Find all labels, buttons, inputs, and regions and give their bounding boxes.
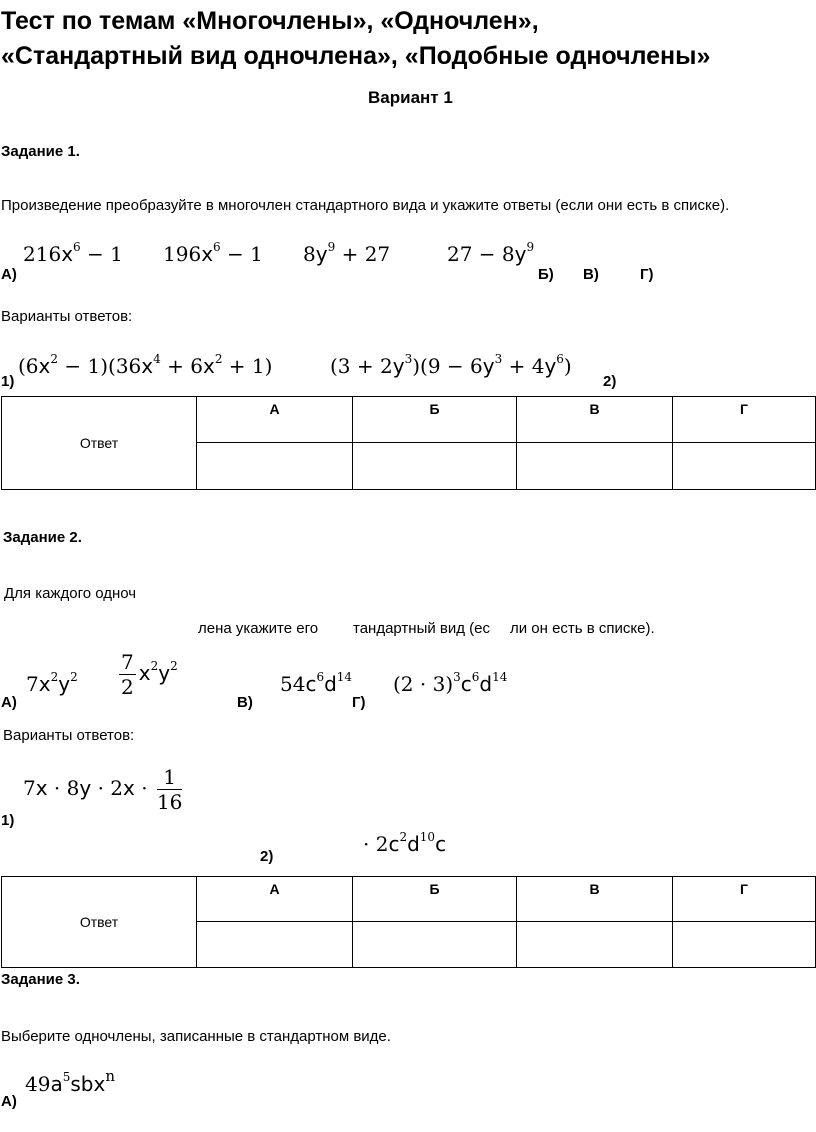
task2-option-1-label: 1) [1,812,15,829]
task2-option-2-expr: · $2c^2d^{10}c$ [363,830,447,856]
task2-heading: Задание 2. [3,529,82,546]
task2-instruction-part-2: лена укажите его [198,620,319,637]
task2-label-a: А) [1,694,17,711]
task1-answer-row-label: Ответ [2,397,197,490]
task2-answer-cell-d[interactable] [673,922,816,968]
task2-expr-a: $7x^2y^2$ [26,670,78,696]
task2-answer-row-label: Ответ [2,877,197,968]
task1-option-2-expr: $(3 + 2y^3)(9 - 6y^3 + 4y^6)$ [330,352,572,378]
task2-option-1-expr: 7x · 8y · 2x · $\frac{1}{16}$ [23,765,183,814]
task1-option-2-label: 2) [603,373,617,390]
variant-heading: Вариант 1 [368,88,453,107]
task1-label-a: А) [1,266,17,283]
task2-instruction-part-1: Для каждого одноч [4,585,137,602]
task1-expr-b: $196x^6 - 1$ [163,240,263,266]
task3-expr-a: $49a^5sbx^n$ [25,1067,115,1096]
task1-answer-cell-d[interactable] [673,443,816,490]
task1-col-d: Г [673,397,816,443]
page-title-line-2: «Стандартный вид одночлена», «Подобные одночлены» [1,42,711,70]
task1-expr-a: $216x^6 - 1$ [23,240,123,266]
task2-expr-d: $(2 \cdot 3)^3c^6d^{14}$ [393,670,508,696]
task1-option-1-label: 1) [1,373,15,390]
task2-instruction-part-3: тандартный вид (ес [353,620,491,637]
task1-col-a: А [197,397,353,443]
task1-instruction: Произведение преобразуйте в многочлен стандартного вида и укажите ответы (если они есть в списке). [1,197,730,214]
task1-answer-cell-a[interactable] [197,443,353,490]
task1-option-1-expr: $(6x^2 - 1)(36x^4 + 6x^2 + 1)$ [18,352,273,378]
task1-answer-cell-c[interactable] [517,443,673,490]
task1-answer-cell-b[interactable] [353,443,517,490]
task1-expr-c: $8y^9 + 27$ [303,240,391,266]
task2-answer-cell-b[interactable] [353,922,517,968]
task1-answer-table [1,396,816,490]
task3-label-a: А) [1,1093,17,1110]
task2-label-d: Г) [352,694,366,711]
task1-col-b: Б [353,397,517,443]
task2-answer-cell-a[interactable] [197,922,353,968]
task2-option-2-label: 2) [260,848,274,865]
task2-label-c: В) [237,694,253,711]
task1-heading: Задание 1. [1,143,80,160]
task3-instruction: Выберите одночлены, записанные в стандартном виде. [1,1028,391,1045]
task2-expr-c: $54c^6d^{14}$ [280,670,353,696]
task3-heading: Задание 3. [1,971,80,988]
task2-instruction-part-4: ли он есть в списке). [510,620,655,637]
task1-label-d: Г) [640,266,654,283]
task2-answers-heading: Варианты ответов: [3,727,135,744]
task1-label-c: В) [583,266,599,283]
task2-col-c: В [517,877,673,922]
task2-col-a: А [197,877,353,922]
task1-label-b: Б) [538,266,554,283]
task2-expr-b: $\frac{7}{2}$ $x^2y^2$ [121,650,178,699]
task2-col-b: Б [353,877,517,922]
task1-answers-heading: Варианты ответов: [1,308,133,325]
task1-expr-d: $27 - 8y^9$ [447,240,535,266]
task2-answer-table [1,876,816,968]
page-title-line-1: Тест по темам «Многочлены», «Одночлен», [1,7,539,35]
task1-col-c: В [517,397,673,443]
task2-col-d: Г [673,877,816,922]
task2-answer-cell-c[interactable] [517,922,673,968]
